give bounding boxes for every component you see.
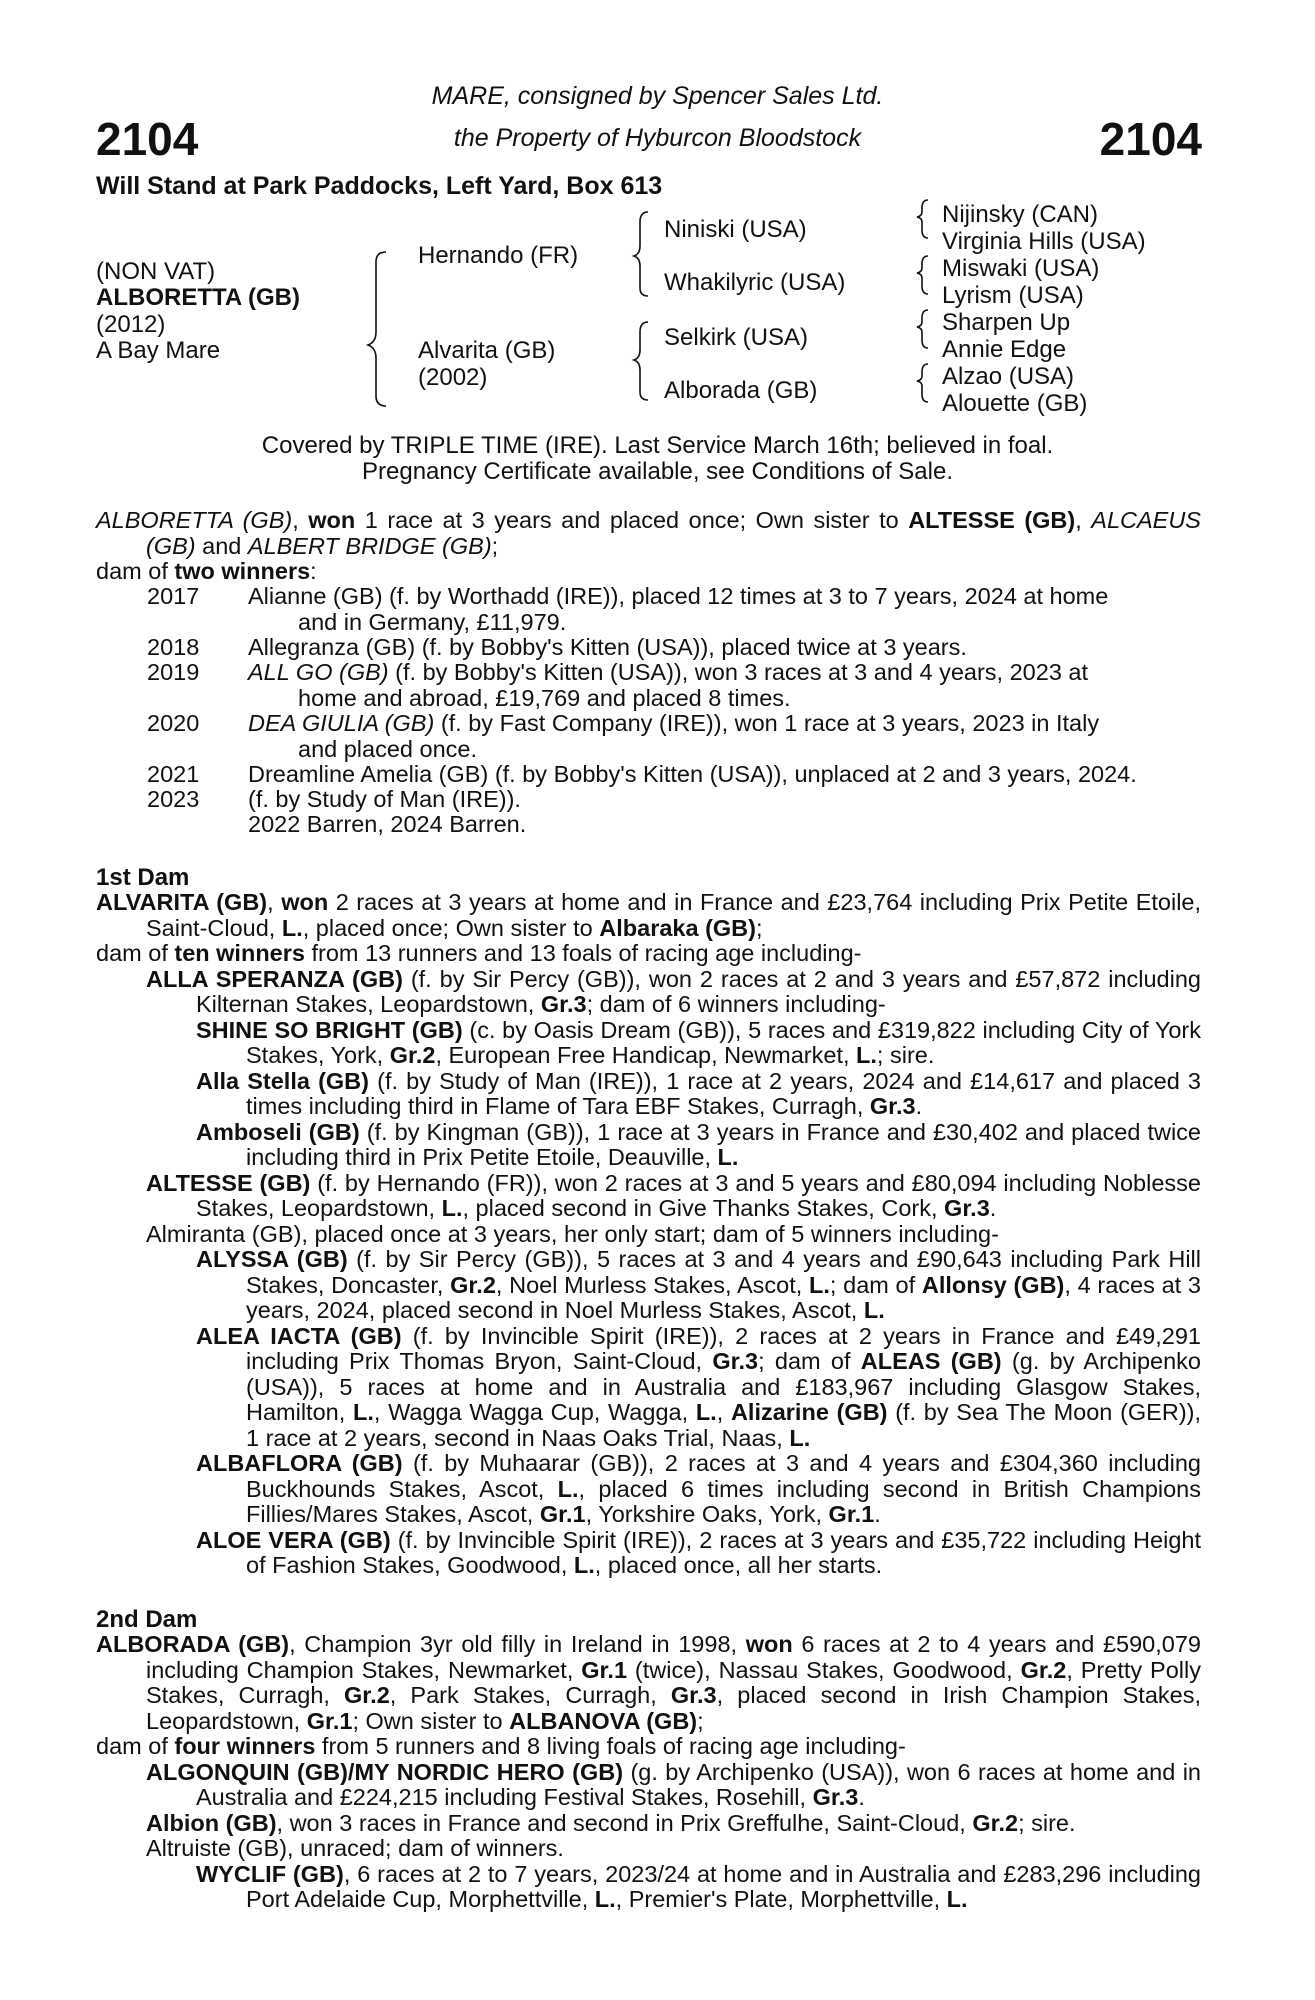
produce-entry: Allegranza (GB) (f. by Bobby's Kitten (USA)), placed twice at 3 years. <box>248 634 967 660</box>
stand-location: Will Stand at Park Paddocks, Left Yard, Box 613 <box>96 172 663 200</box>
great-grand-7: Alzao (USA) <box>942 363 1075 390</box>
first-dam-heading: 1st Dam <box>96 864 190 891</box>
produce-year: 2020 <box>147 710 200 736</box>
horse-name: ALBORETTA (GB) <box>96 284 300 311</box>
granddam-2: Alborada (GB) <box>664 377 818 404</box>
mare-summary: ALBORETTA (GB), won 1 race at 3 years and placed once; Own sister to ALTESSE (GB), ALCAEUS (GB) and ALBERT BRIDGE (GB); dam of two winners: <box>96 507 1201 584</box>
produce-year: 2019 <box>147 659 200 685</box>
great-grand-6: Annie Edge <box>942 336 1067 363</box>
great-grand-8: Alouette (GB) <box>942 390 1088 417</box>
grandsire-2: Selkirk (USA) <box>664 324 809 351</box>
consignor-line: MARE, consigned by Spencer Sales Ltd. <box>431 82 884 110</box>
property-line: the Property of Hyburcon Bloodstock <box>453 124 862 152</box>
produce-entry: Alianne (GB) (f. by Worthadd (IRE)), placed 12 times at 3 to 7 years, 2024 at home and in Germany, £11,979. <box>248 583 1109 635</box>
grandsire-1: Niniski (USA) <box>664 216 807 243</box>
great-grand-1: Nijinsky (CAN) <box>942 201 1098 228</box>
second-dam-heading: 2nd Dam <box>96 1606 198 1633</box>
great-grand-4: Lyrism (USA) <box>942 282 1084 309</box>
covered-line: Covered by TRIPLE TIME (IRE). Last Service March 16th; believed in foal. <box>261 432 1054 459</box>
horse-year: (2012) <box>96 311 166 338</box>
pregnancy-line: Pregnancy Certificate available, see Conditions of Sale. <box>362 458 953 485</box>
produce-year: 2017 <box>147 583 200 609</box>
great-grand-3: Miswaki (USA) <box>942 255 1100 282</box>
produce-year: 2018 <box>147 634 200 660</box>
produce-entry: (f. by Study of Man (IRE)). <box>248 786 521 812</box>
horse-desc: A Bay Mare <box>96 337 221 364</box>
dam-year: (2002) <box>418 364 488 391</box>
first-dam-text: ALVARITA (GB), won 2 races at 3 years at home and in France and £23,764 including Prix Petite Etoile, Saint-Cloud, L., placed once; Own sister to Albaraka (GB); dam of ten winners from 13 runners and 13 foals of racing age including- ALLA SPERANZA (GB) (f. by Sir Percy (GB)), won 2 races at 2 and 3 years and £57,872 including Kilternan Stakes, Leopardstown, Gr.3; dam of 6 winners including- SHINE SO BRIGHT (GB) (c. by Oasis Dream (GB)), 5 races and £319,822 including City of York Stakes, York, Gr.2, European Free Handicap, Newmarket, L.; sire. Alla Stella (GB) (f. by Study of Man (IRE)), 1 race at 2 years, 2024 and £14,617 and placed 3 times including third in Flame of Tara EBF Stakes, Curragh, Gr.3. Amboseli (GB) (f. by Kingman (GB)), 1 race at 3 years in France and £30,402 and placed twice including third in Prix Petite Etoile, Deauville, L. ALTESSE (GB) (f. by Hernando (FR)), won 2 races at 3 and 5 years and £80,094 including Noblesse Stakes, Leopardstown, L., placed second in Give Thanks Stakes, Cork, Gr.3. Almiranta (GB), placed once at 3 years, her only start; dam of 5 winners including- ALYSSA (GB) (f. by Sir Percy (GB)), 5 races at 3 and 4 years and £90,643 including Park Hill Stakes, Doncaster, Gr.2, Noel Murless Stakes, Ascot, L.; dam of Allonsy (GB), 4 races at 3 years, 2024, placed second in Noel Murless Stakes, Ascot, L. ALEA IACTA (GB) (f. by Invincible Spirit (IRE)), 2 races at 2 years in France and £49,291 including Prix Thomas Bryon, Saint-Cloud, Gr.3; dam of ALEAS (GB) (g. by Archipenko (USA)), 5 races at home and in Australia and £183,967 including Glasgow Stakes, Hamilton, L., Wagga Wagga Cup, Wagga, L., Alizarine (GB) (f. by Sea The Moon (GER)), 1 race at 2 years, second in Naas Oaks Trial, Naas, L. ALBAFLORA (GB) (f. by Muhaarar (GB)), 2 races at 3 and 4 years and £304,360 including Buckhounds Stakes, Ascot, L., placed 6 times including second in British Champions Fillies/Mares Stakes, Ascot, Gr.1, Yorkshire Oaks, York, Gr.1. ALOE VERA (GB) (f. by Invincible Spirit (IRE)), 2 races at 3 years and £35,722 including Height of Fashion Stakes, Goodwood, L., placed once, all her starts. <box>96 889 1202 1578</box>
second-dam-text: ALBORADA (GB), Champion 3yr old filly in Ireland in 1998, won 6 races at 2 to 4 years and £590,079 including Champion Stakes, Newmarket, Gr.1 (twice), Nassau Stakes, Goodwood, Gr.2, Pretty Polly Stakes, Curragh, Gr.2, Park Stakes, Curragh, Gr.3, placed second in Irish Champion Stakes, Leopardstown, Gr.1; Own sister to ALBANOVA (GB); dam of four winners from 5 runners and 8 living foals of racing age including- ALGONQUIN (GB)/MY NORDIC HERO (GB) (g. by Archipenko (USA)), won 6 races at home and in Australia and £224,215 including Festival Stakes, Rosehill, Gr.3. Albion (GB), won 3 races in France and second in Prix Greffulhe, Saint-Cloud, Gr.2; sire. Altruiste (GB), unraced; dam of winners. WYCLIF (GB), 6 races at 2 to 7 years, 2023/24 at home and in Australia and £283,296 including Port Adelaide Cup, Morphettville, L., Premier's Plate, Morphettville, L. <box>96 1631 1202 1912</box>
dam-name: Alvarita (GB) <box>418 337 556 364</box>
produce-entry: ALL GO (GB) (f. by Bobby's Kitten (USA)), won 3 races at 3 and 4 years, 2023 at home and abroad, £19,769 and placed 8 times. <box>248 659 1089 711</box>
produce-year: 2023 <box>147 786 200 812</box>
great-grand-2: Virginia Hills (USA) <box>942 228 1146 255</box>
pedigree-braces <box>0 0 1315 420</box>
sire-name: Hernando (FR) <box>418 242 579 269</box>
barren-years: 2022 Barren, 2024 Barren. <box>248 811 527 837</box>
great-grand-5: Sharpen Up <box>942 309 1071 336</box>
granddam-1: Whakilyric (USA) <box>664 269 846 296</box>
vat-status: (NON VAT) <box>96 258 216 285</box>
produce-entry: Dreamline Amelia (GB) (f. by Bobby's Kitten (USA)), unplaced at 2 and 3 years, 2024. <box>248 761 1137 787</box>
produce-entry: DEA GIULIA (GB) (f. by Fast Company (IRE)), won 1 race at 3 years, 2023 in Italy and placed once. <box>248 710 1100 762</box>
lot-number-right: 2104 <box>1099 113 1202 165</box>
produce-year: 2021 <box>147 761 200 787</box>
lot-number-left: 2104 <box>96 113 199 165</box>
